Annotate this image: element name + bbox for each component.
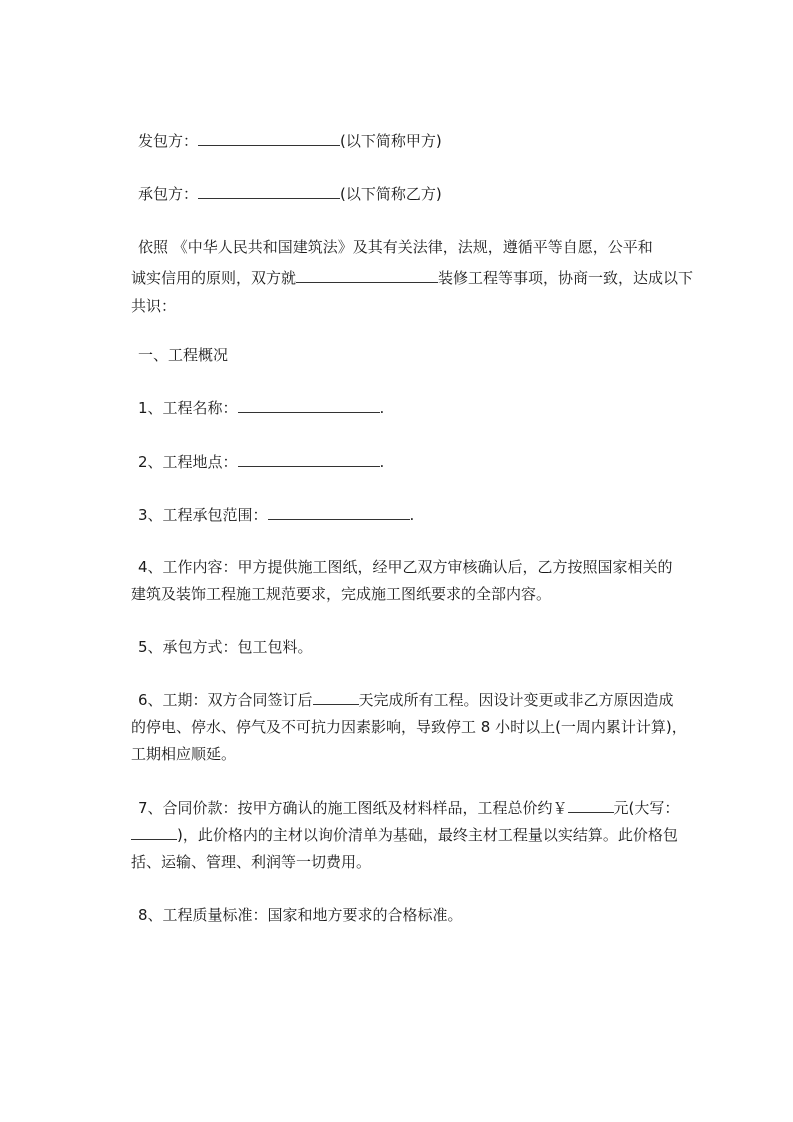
item-4-line-2: 建筑及装饰工程施工规范要求，完成施工图纸要求的全部内容。 <box>131 585 552 603</box>
item-5-line: 5、承包方式：包工包料。 <box>138 638 313 656</box>
item-2-blank[interactable] <box>238 452 380 467</box>
preamble-line-2-after: 装修工程等事项，协商一致，达成以下 <box>438 269 694 287</box>
item-6-before: 6、工期：双方合同签订后 <box>138 691 313 709</box>
party-b-suffix: (以下简称乙方) <box>340 185 442 203</box>
item-3-blank[interactable] <box>268 505 410 520</box>
item-6-line-2: 的停电、停水、停气及不可抗力因素影响，导致停工 8 小时以上(一周内累计计算)， <box>131 718 687 736</box>
item-2-end: . <box>379 453 385 471</box>
party-a-label: 发包方： <box>138 132 199 150</box>
preamble-line-1: 依照 《中华人民共和国建筑法》及其有关法律，法规，遵循平等自愿，公平和 <box>138 238 653 256</box>
section-heading: 一、工程概况 <box>138 346 229 364</box>
item-6-days-blank[interactable] <box>313 690 359 705</box>
party-b-name-blank[interactable] <box>198 184 340 199</box>
project-name-blank[interactable] <box>296 268 438 283</box>
item-7-line-2-text: )，此价格内的主材以询价清单为基础，最终主材工程量以实结算。此价格包 <box>177 826 678 844</box>
item-8-line: 8、工程质量标准：国家和地方要求的合格标准。 <box>138 906 463 924</box>
item-1-line <box>138 398 384 418</box>
item-3-line <box>138 505 414 525</box>
item-6-line-1 <box>138 690 674 710</box>
item-3-label: 3、工程承包范围： <box>138 506 268 524</box>
item-7-price-blank[interactable] <box>568 798 614 813</box>
item-6-line-3: 工期相应顺延。 <box>131 745 237 763</box>
item-7-line-1 <box>138 798 679 818</box>
item-4-line-1: 4、工作内容：甲方提供施工图纸，经甲乙双方审核确认后，乙方按照国家相关的 <box>138 558 673 576</box>
item-6-after: 天完成所有工程。因设计变更或非乙方原因造成 <box>358 691 674 709</box>
party-a-line <box>138 131 442 151</box>
item-7-after: 元(大写： <box>613 799 680 817</box>
item-1-blank[interactable] <box>238 398 380 413</box>
preamble-line-2 <box>131 268 693 288</box>
item-7-before: 7、合同价款：按甲方确认的施工图纸及材料样品，工程总价约￥ <box>138 799 568 817</box>
party-a-suffix: (以下简称甲方) <box>340 132 442 150</box>
item-3-end: . <box>409 506 415 524</box>
preamble-line-2-before: 诚实信用的原则，双方就 <box>131 269 297 287</box>
item-2-label: 2、工程地点： <box>138 453 238 471</box>
item-1-end: . <box>379 399 385 417</box>
party-b-label: 承包方： <box>138 185 199 203</box>
party-b-line <box>138 184 442 204</box>
item-7-line-2 <box>131 825 678 845</box>
party-a-name-blank[interactable] <box>198 131 340 146</box>
item-7-uppercase-blank[interactable] <box>131 825 177 840</box>
item-7-line-3: 括、运输、管理、利润等一切费用。 <box>131 853 372 871</box>
item-1-label: 1、工程名称： <box>138 399 238 417</box>
item-2-line <box>138 452 384 472</box>
preamble-line-3: 共识： <box>131 297 177 315</box>
